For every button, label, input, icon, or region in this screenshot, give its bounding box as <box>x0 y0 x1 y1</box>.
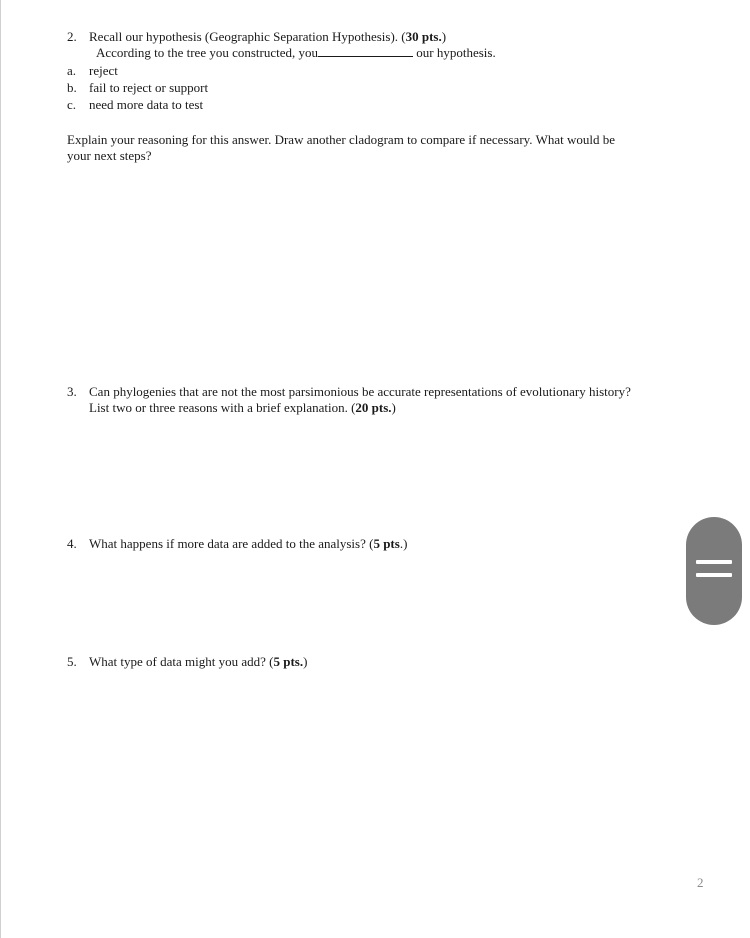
answer-blank[interactable] <box>318 45 413 57</box>
option-text: fail to reject or support <box>89 80 209 95</box>
question-prompt: Recall our hypothesis (Geographic Separation Hypothesis). (30 pts.) <box>89 29 447 44</box>
question-number: 4. <box>67 536 77 551</box>
points-label: 5 pts. <box>273 654 304 669</box>
question-number: 3. <box>67 384 77 399</box>
fill-in-sentence: According to the tree you constructed, you our hypothesis. <box>96 45 496 60</box>
option-text: reject <box>89 63 118 78</box>
question-prompt: Can phylogenies that are not the most parsimonious be accurate representations of evolutionary history? <box>89 384 631 399</box>
option-letter: c. <box>67 97 77 112</box>
points-label: 20 pts. <box>355 400 392 415</box>
explain-instruction-line-2: your next steps? <box>67 148 152 163</box>
option-text: need more data to test <box>89 97 204 112</box>
scroll-handle[interactable] <box>686 517 742 625</box>
option-letter: b. <box>67 80 77 95</box>
points-label: 30 pts. <box>405 29 442 44</box>
page-edge <box>0 0 1 938</box>
page-number: 2 <box>697 875 704 890</box>
handle-grip-icon <box>696 560 732 564</box>
question-prompt: What happens if more data are added to the analysis? (5 pts.) <box>89 536 408 551</box>
option-letter: a. <box>67 63 77 78</box>
question-3-line-2: List two or three reasons with a brief explanation. (20 pts.) <box>89 400 396 415</box>
handle-grip-icon <box>696 573 732 577</box>
points-label: 5 pts <box>373 536 400 551</box>
explain-instruction-line-1: Explain your reasoning for this answer. Draw another cladogram to compare if necessary. What would be <box>67 132 615 147</box>
question-number: 5. <box>67 654 77 669</box>
question-prompt: What type of data might you add? (5 pts.) <box>89 654 308 669</box>
question-number: 2. <box>67 29 77 44</box>
